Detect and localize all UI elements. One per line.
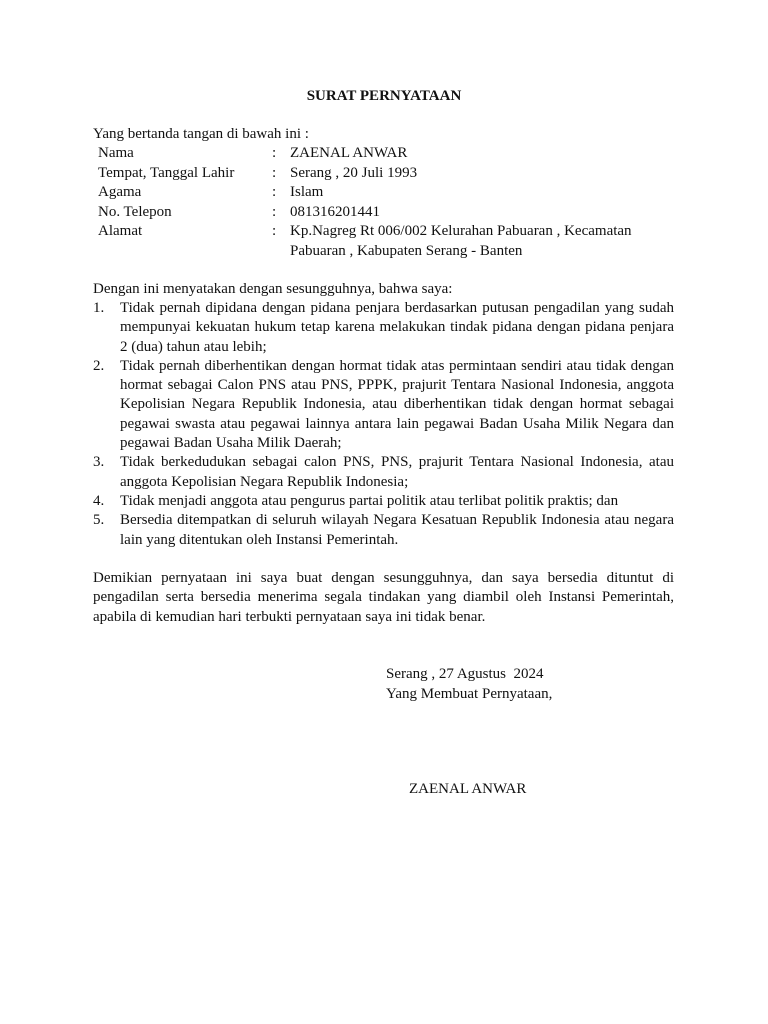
list-item-number: 2. bbox=[93, 357, 105, 374]
list-item bbox=[93, 299, 674, 357]
list-item-text: Tidak berkedudukan sebagai calon PNS, PNS, prajurit Tentara Nasional Indonesia, atau anggota Kepolisian Negara Republik Indonesia; bbox=[120, 454, 674, 490]
list-item-text: Tidak menjadi anggota atau pengurus partai politik atau terlibat politik praktis; dan bbox=[120, 492, 619, 509]
identity-colon: : bbox=[272, 164, 277, 181]
list-item bbox=[93, 453, 674, 492]
statement-intro: Dengan ini menyatakan dengan sesungguhnya, bahwa saya: bbox=[93, 281, 453, 297]
identity-label: Nama bbox=[98, 145, 134, 161]
list-item bbox=[93, 357, 674, 453]
list-item bbox=[93, 511, 674, 550]
signature-role: Yang Membuat Pernyataan, bbox=[386, 686, 553, 702]
intro-text: Yang bertanda tangan di bawah ini : bbox=[93, 126, 309, 142]
identity-table bbox=[98, 144, 678, 261]
statement-list bbox=[93, 299, 674, 550]
identity-label: Alamat bbox=[98, 223, 143, 239]
document-title: SURAT PERNYATAAN bbox=[306, 88, 462, 104]
identity-row-nama bbox=[98, 144, 678, 164]
list-item-number: 1. bbox=[93, 300, 105, 316]
identity-label: Agama bbox=[98, 184, 142, 200]
identity-row-alamat bbox=[98, 222, 678, 261]
identity-colon: : bbox=[272, 184, 277, 200]
identity-value: Serang , 20 Juli 1993 bbox=[290, 164, 418, 181]
list-item-text: Tidak pernah diberhentikan dengan hormat tidak atas permintaan sendiri atau tidak dengan hormat sebagai Calon PNS atau PNS, PPPK, prajurit Tentara Nasional Indonesia, anggota Kepolisian Negara Republik Indonesia, atau diberhentikan tidak dengan hormat sebagai pegawai swasta atau pegawai lainnya antara lain pegawai Badan Usaha Milik Negara dan pegawai Badan Usaha Milik Daerah; bbox=[120, 357, 674, 452]
identity-label: Tempat, Tanggal Lahir bbox=[98, 164, 235, 181]
identity-colon: : bbox=[272, 145, 277, 161]
list-item-text: Tidak pernah dipidana dengan pidana penjara berdasarkan putusan pengadilan yang sudah mempunyai kekuatan hukum tetap karena melakukan tindak pidana dengan pidana penjara 2 (dua) tahun atau lebih; bbox=[120, 300, 674, 355]
signature-name: ZAENAL ANWAR bbox=[409, 781, 527, 797]
identity-row-telepon bbox=[98, 203, 678, 223]
list-item-number: 5. bbox=[93, 512, 105, 529]
identity-value: Kp.Nagreg Rt 006/002 Kelurahan Pabuaran , Kecamatan Pabuaran , Kabupaten Serang - Banten bbox=[290, 223, 632, 259]
identity-value: 081316201441 bbox=[290, 203, 380, 220]
identity-label: No. Telepon bbox=[98, 203, 172, 220]
list-item bbox=[93, 492, 674, 511]
identity-row-agama bbox=[98, 183, 678, 203]
list-item-text: Bersedia ditempatkan di seluruh wilayah Negara Kesatuan Republik Indonesia atau negara lain yang ditentukan oleh Instansi Pemerintah. bbox=[120, 512, 674, 548]
identity-colon: : bbox=[272, 203, 277, 220]
identity-value: Islam bbox=[290, 184, 324, 200]
identity-value: ZAENAL ANWAR bbox=[290, 145, 408, 161]
list-item-number: 3. bbox=[93, 454, 105, 471]
closing-paragraph: Demikian pernyataan ini saya buat dengan sesungguhnya, dan saya bersedia dituntut di pengadilan serta bersedia menerima segala tindakan yang diambil oleh Instansi Pemerintah, apabila di kemudian hari terbukti pernyataan saya ini tidak benar. bbox=[93, 570, 674, 625]
signature-place-date: Serang , 27 Agustus 2024 bbox=[386, 666, 544, 682]
identity-colon: : bbox=[272, 223, 277, 239]
identity-row-ttl bbox=[98, 164, 678, 184]
list-item-number: 4. bbox=[93, 492, 105, 509]
